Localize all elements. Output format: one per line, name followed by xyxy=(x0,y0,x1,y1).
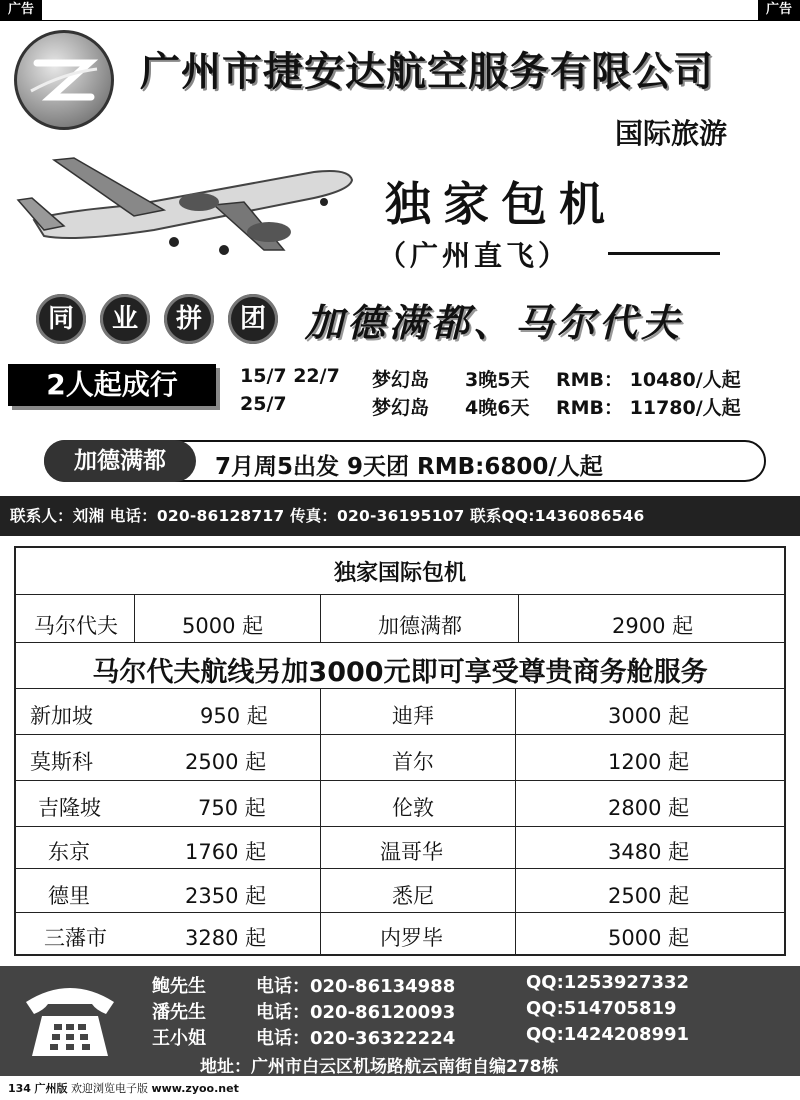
telephone-icon xyxy=(20,980,120,1062)
logo-plane-icon xyxy=(17,33,111,127)
schedule-dates: 15/7 22/7 xyxy=(240,365,340,387)
dest-city: 首尔 xyxy=(392,750,434,774)
dest-price: 2350 起 xyxy=(185,884,267,908)
schedule-dates: 25/7 xyxy=(240,393,287,415)
charter-city: 加德满都 xyxy=(378,614,462,638)
contact-bar: 联系人：刘湘 电话：020-86128717 传真：020-36195107 联系QQ:1436086546 xyxy=(0,496,800,536)
dest-price: 2500 起 xyxy=(185,750,267,774)
table-divider xyxy=(320,594,321,642)
contact-phone: 电话：020-86134988 xyxy=(256,976,456,997)
address: 地址：广州市白云区机场路航云南街自编278栋 xyxy=(200,1057,559,1077)
contact-qq: QQ:1253927332 xyxy=(526,972,690,993)
table-divider xyxy=(14,642,786,643)
dest-price: 3000 起 xyxy=(608,704,690,728)
dest-city: 三藩市 xyxy=(44,926,107,950)
business-class-note: 马尔代夫航线另加3000元即可享受尊贵商务舱服务 xyxy=(92,657,708,688)
dest-city: 伦敦 xyxy=(392,796,434,820)
contact-name: 潘先生 xyxy=(152,1002,206,1023)
page-number: 134 xyxy=(8,1082,31,1095)
charter-price: 5000 起 xyxy=(182,614,264,638)
divider-line xyxy=(608,252,720,255)
dest-price: 2800 起 xyxy=(608,796,690,820)
dest-city: 吉隆坡 xyxy=(38,796,101,820)
contact-name: 鲍先生 xyxy=(152,976,206,997)
subtitle: 国际旅游 xyxy=(615,117,728,150)
dest-price: 3280 起 xyxy=(185,926,267,950)
schedule-price: RMB： 11780/人起 xyxy=(556,397,741,419)
company-logo xyxy=(14,30,114,130)
table-divider xyxy=(518,594,519,642)
group-char-2: 业 xyxy=(100,294,150,344)
table-divider xyxy=(515,688,516,954)
dest-city: 德里 xyxy=(48,884,90,908)
schedule-duration: 4晚6天 xyxy=(465,397,530,419)
contact-phone: 电话：020-86120093 xyxy=(256,1002,456,1023)
table-divider xyxy=(14,734,786,735)
schedule-place: 梦幻岛 xyxy=(372,397,430,419)
dest-city: 内罗毕 xyxy=(380,926,443,950)
dest-city: 温哥华 xyxy=(380,840,443,864)
schedule-price: RMB： 10480/人起 xyxy=(556,369,741,391)
table-divider xyxy=(14,912,786,913)
ad-tag-right: 广告 xyxy=(758,0,800,20)
table-divider xyxy=(14,826,786,827)
charter-price: 2900 起 xyxy=(612,614,694,638)
dest-city: 新加坡 xyxy=(30,704,93,728)
table-divider xyxy=(14,688,786,689)
ad-tag-left: 广告 xyxy=(0,0,42,20)
dest-price: 3480 起 xyxy=(608,840,690,864)
headline: 独家包机 xyxy=(385,177,617,231)
company-name: 广州市捷安达航空服务有限公司 xyxy=(140,49,714,95)
contact-phone: 电话：020-36322224 xyxy=(256,1028,456,1049)
contact-qq: QQ:1424208991 xyxy=(526,1024,690,1045)
dest-price: 1760 起 xyxy=(185,840,267,864)
table-divider xyxy=(320,688,321,954)
group-char-3: 拼 xyxy=(164,294,214,344)
dest-city: 悉尼 xyxy=(392,884,434,908)
website-link[interactable]: www.zyoo.net xyxy=(151,1082,239,1095)
schedule-duration: 3晚5天 xyxy=(465,369,530,391)
dest-price: 5000 起 xyxy=(608,926,690,950)
dest-price: 950 起 xyxy=(200,704,268,728)
table-divider xyxy=(14,868,786,869)
dest-city: 迪拜 xyxy=(392,704,434,728)
dest-price: 1200 起 xyxy=(608,750,690,774)
table-divider xyxy=(134,594,135,642)
schedule-place: 梦幻岛 xyxy=(372,369,430,391)
contact-name: 王小姐 xyxy=(152,1028,206,1049)
group-destinations: 加德满都、马尔代夫 xyxy=(305,301,684,345)
direct-flight: （广州直飞） xyxy=(378,239,571,272)
charter-city: 马尔代夫 xyxy=(34,614,118,638)
kathmandu-details: 7月周5出发 9天团 RMB:6800/人起 xyxy=(215,454,603,480)
welcome-text: 欢迎浏览电子版 xyxy=(70,1082,148,1095)
edition: 广州版 xyxy=(34,1082,68,1095)
kathmandu-label: 加德满都 xyxy=(44,440,196,482)
table-divider xyxy=(14,594,786,595)
dest-price: 2500 起 xyxy=(608,884,690,908)
dest-city: 莫斯科 xyxy=(30,750,93,774)
contact-qq: QQ:514705819 xyxy=(526,998,677,1019)
min-people-badge: 2人起成行 xyxy=(8,364,216,406)
dest-city: 东京 xyxy=(48,840,90,864)
table-divider xyxy=(14,780,786,781)
ad-bar xyxy=(0,0,800,21)
page-footer xyxy=(8,1080,239,1096)
group-char-1: 同 xyxy=(36,294,86,344)
dest-price: 750 起 xyxy=(198,796,266,820)
table-title: 独家国际包机 xyxy=(333,561,466,586)
group-char-4: 团 xyxy=(228,294,278,344)
airplane-icon xyxy=(14,150,364,270)
